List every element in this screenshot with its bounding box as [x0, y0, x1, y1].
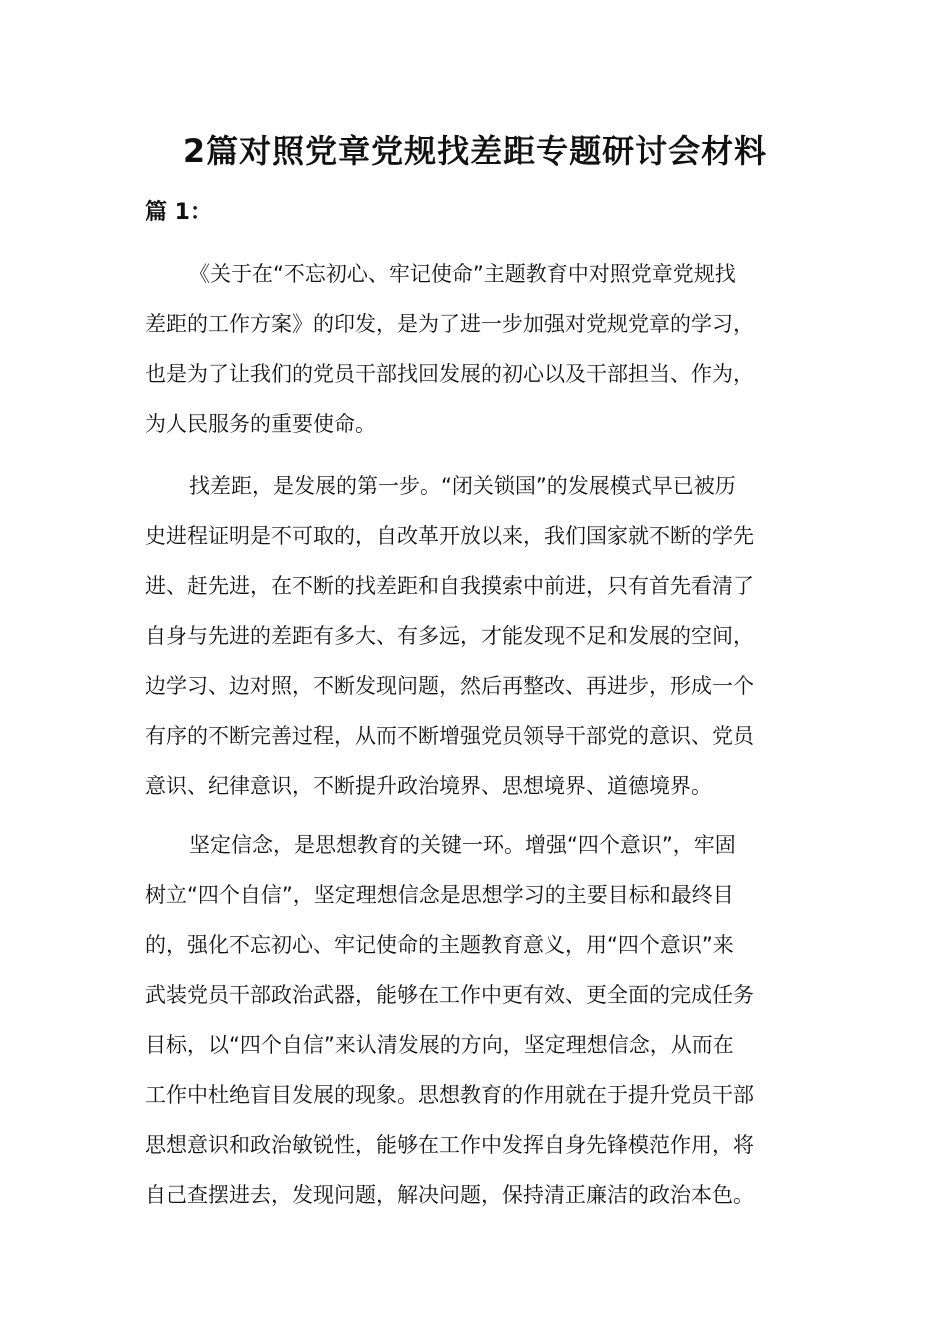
paragraph-line: 边学习、边对照，不断发现问题，然后再整改、再进步，形成一个: [145, 674, 754, 698]
section-label: 篇 1：: [145, 200, 212, 225]
paragraph-line: 思想意识和政治敏锐性，能够在工作中发挥自身先锋模范作用，将: [145, 1133, 754, 1157]
paragraph-line: 坚定信念，是思想教育的关键一环。增强“四个意识”，牢固: [189, 833, 736, 857]
paragraph-line: 武装党员干部政治武器，能够在工作中更有效、更全面的完成任务: [145, 983, 754, 1007]
paragraph-line: 史进程证明是不可取的，自改革开放以来，我们国家就不断的学先: [145, 524, 754, 548]
paragraph-1: [145, 249, 797, 449]
paragraph-line: 工作中杜绝盲目发展的现象。思想教育的作用就在于提升党员干部: [145, 1083, 754, 1107]
paragraph-3: [145, 820, 797, 1220]
paragraph-line: 自己查摆进去，发现问题，解决问题，保持清正廉洁的政治本色。: [145, 1183, 754, 1207]
paragraph-line: 意识、纪律意识，不断提升政治境界、思想境界、道德境界。: [145, 774, 712, 798]
paragraph-line: 有序的不断完善过程，从而不断增强党员领导干部党的意识、党员: [145, 724, 754, 748]
paragraph-2: [145, 461, 797, 811]
paragraph-line: 的，强化不忘初心、牢记使命的主题教育意义，用“四个意识”来: [145, 933, 734, 957]
paragraph-line: 差距的工作方案》的印发，是为了进一步加强对党规党章的学习，: [145, 312, 754, 336]
document-title: 2篇对照党章党规找差距专题研讨会材料: [182, 132, 768, 170]
paragraph-line: 《关于在“不忘初心、牢记使命”主题教育中对照党章党规找: [189, 262, 736, 286]
paragraph-line: 为人民服务的重要使命。: [145, 412, 376, 436]
paragraph-line: 树立“四个自信”，坚定理想信念是思想学习的主要目标和最终目: [145, 883, 734, 907]
paragraph-line: 也是为了让我们的党员干部找回发展的初心以及干部担当、作为，: [145, 362, 754, 386]
paragraph-line: 进、赶先进，在不断的找差距和自我摸索中前进，只有首先看清了: [145, 574, 754, 598]
paragraph-line: 找差距，是发展的第一步。“闭关锁国”的发展模式早已被历: [189, 474, 736, 498]
paragraph-line: 自身与先进的差距有多大、有多远，才能发现不足和发展的空间，: [145, 624, 754, 648]
paragraph-line: 目标，以“四个自信”来认清发展的方向，坚定理想信念，从而在: [145, 1033, 734, 1057]
